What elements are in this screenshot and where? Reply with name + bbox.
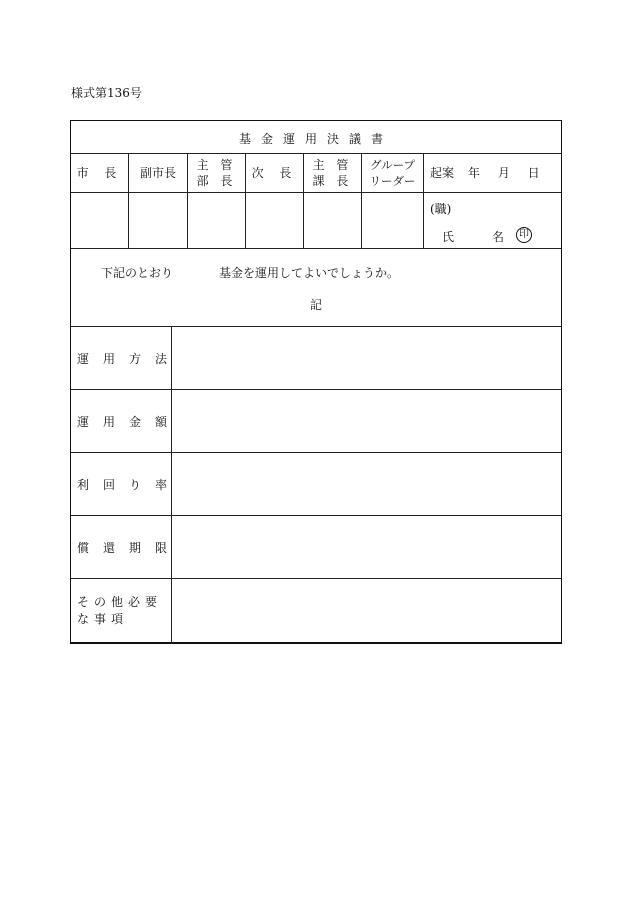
item-row [71,516,561,579]
form-number: 様式第136号 [71,86,142,100]
item-label-method: 運用方法 [71,327,172,389]
note-body: 基金を運用してよいでしょうか。 [219,266,400,280]
header-drafted [424,154,561,192]
stamp-box-section-chief[interactable] [304,193,362,248]
item-value-redemption[interactable] [172,516,561,578]
header-mayor: 市 長 [71,154,129,192]
header-group-leader [362,154,424,192]
item-row [71,390,561,453]
header-director-line2: 部 長 [196,174,237,188]
title-row [71,121,561,154]
note-row [71,249,561,327]
drafter-position-label: (職) [430,202,452,216]
stamp-row [71,193,561,249]
note-prefix: 下記のとおり [101,266,174,280]
item-label-redemption: 償還期限 [71,516,172,578]
stamp-box-deputy-director[interactable] [246,193,304,248]
header-deputy-mayor: 副市長 [129,154,188,192]
item-row [71,327,561,390]
drafter-surname-label: 氏 [442,230,455,244]
drafter-name [442,228,504,245]
stamp-box-director[interactable] [188,193,246,248]
drafter-name-label: 名 [492,230,505,244]
drafted-date[interactable]: 年 月 日 [468,166,540,180]
item-label-yield: 利回り率 [71,453,172,515]
item-value-other[interactable] [172,579,561,643]
note-ki: 記 [309,298,322,312]
item-value-amount[interactable] [172,390,561,452]
drafted-label: 起案 [430,166,455,180]
item-label-other: その他必要な事項 [71,579,172,643]
item-row [71,579,561,643]
header-deputy-director: 次 長 [246,154,304,192]
header-section-chief-line1: 主 管 [312,158,353,172]
form-title: 基金運用決議書 [238,132,393,146]
stamp-box-group-leader[interactable] [362,193,424,248]
approval-header-row [71,154,561,193]
header-section-chief-line2: 課 長 [312,174,353,188]
header-section-chief [304,154,362,192]
item-value-method[interactable] [172,327,561,389]
header-group-leader-line1: グループ [369,158,416,172]
header-group-leader-line2: リーダー [369,174,416,188]
item-row [71,453,561,516]
item-label-amount: 運用金額 [71,390,172,452]
resolution-form [70,120,562,644]
header-director-line1: 主 管 [196,158,237,172]
header-director [188,154,246,192]
stamp-box-deputy-mayor[interactable] [129,193,188,248]
note-text [101,264,399,281]
item-value-yield[interactable] [172,453,561,515]
stamp-box-mayor[interactable] [71,193,129,248]
seal-icon: 印 [516,227,532,243]
drafter-box[interactable] [424,193,561,248]
